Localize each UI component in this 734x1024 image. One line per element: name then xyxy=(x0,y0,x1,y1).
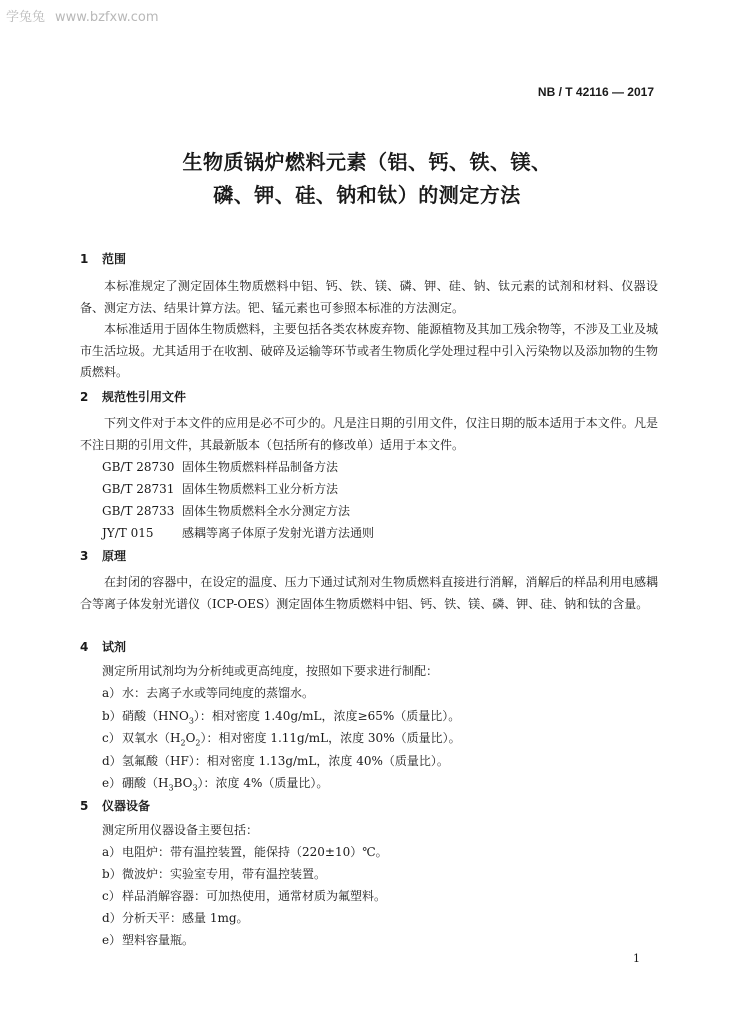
list-item: d）氢氟酸（HF）：相对密度 1.13g/mL，浓度 40%（质量比）。 xyxy=(102,754,449,768)
reference-item xyxy=(102,503,350,519)
page-title xyxy=(0,146,734,212)
section-number: 3 xyxy=(80,549,89,563)
list-item: a）水：去离子水或等同纯度的蒸馏水。 xyxy=(102,686,315,700)
reference-title: 固体生物质燃料样品制备方法 xyxy=(182,460,339,474)
section-5-heading xyxy=(80,797,150,814)
section-title: 原理 xyxy=(102,549,127,563)
section-4-intro: 测定所用试剂均为分析纯或更高纯度，按照如下要求进行制配： xyxy=(102,664,439,678)
section-number: 1 xyxy=(80,252,89,266)
section-number: 2 xyxy=(80,390,89,404)
reference-item xyxy=(102,525,374,541)
reference-item xyxy=(102,459,338,475)
section-2-heading xyxy=(80,388,186,405)
section-5-intro: 测定所用仪器设备主要包括： xyxy=(102,823,259,837)
reference-title: 固体生物质燃料全水分测定方法 xyxy=(182,504,351,518)
watermark xyxy=(6,6,169,25)
list-item: d）分析天平：感量 1mg。 xyxy=(102,911,249,925)
page-number: 1 xyxy=(633,952,640,965)
section-number: 5 xyxy=(80,799,89,813)
title-line-2: 磷、钾、硅、钠和钛）的测定方法 xyxy=(213,183,521,207)
section-title: 试剂 xyxy=(102,640,127,654)
section-1-paragraph-1: 本标准规定了测定固体生物质燃料中铝、钙、铁、镁、磷、钾、硅、钠、钛元素的试剂和材料、仪器设备、测定方法、结果计算方法。钯、锰元素也可参照本标准的方法测定。 xyxy=(80,279,658,315)
watermark-url: www.bzfxw.com xyxy=(55,10,159,25)
list-item: c）双氧水$(H_2O_2)$：相对密度 1.11g/mL，浓度 30%（质量比）。 xyxy=(102,731,461,748)
list-item: c）样品消解容器：可加热使用，通常材质为氟塑料。 xyxy=(102,889,387,903)
section-title: 规范性引用文件 xyxy=(102,390,187,404)
reference-code: GB/T 28730 xyxy=(102,460,175,474)
section-2-paragraph-1: 下列文件对于本文件的应用是必不可少的。凡是注日期的引用文件，仅注日期的版本适用于本文件。凡是不注日期的引用文件，其最新版本（包括所有的修改单）适用于本文件。 xyxy=(80,416,658,452)
section-1-paragraph-2: 本标准适用于固体生物质燃料，主要包括各类农林废弃物、能源植物及其加工残余物等，不涉及工业及城市生活垃圾。尤其适用于在收割、破碎及运输等环节或者生物质化学处理过程中引入污染物以及添加物的生物质燃料。 xyxy=(80,322,658,379)
section-4-heading xyxy=(80,638,126,655)
reference-code: GB/T 28733 xyxy=(102,504,175,518)
title-line-1: 生物质锅炉燃料元素（铝、钙、铁、镁、 xyxy=(182,150,552,174)
reference-item xyxy=(102,481,338,497)
reference-code: JY/T 015 xyxy=(102,526,154,540)
list-item: b）硝酸$(HNO_3)$：相对密度 1.40g/mL，浓度≥65%（质量比）。 xyxy=(102,709,461,726)
section-title: 仪器设备 xyxy=(102,799,151,813)
list-item: b）微波炉：实验室专用，带有温控装置。 xyxy=(102,867,327,881)
section-3-heading xyxy=(80,547,126,564)
reference-title: 感耦等离子体原子发射光谱方法通则 xyxy=(182,526,375,540)
watermark-site-name: 学兔兔 xyxy=(6,10,46,25)
reference-code: GB/T 28731 xyxy=(102,482,175,496)
section-1-heading xyxy=(80,250,126,267)
list-item: a）电阻炉：带有温控装置，能保持（220±10）℃。 xyxy=(102,845,388,859)
list-item: e）硼酸$(H_3BO_3)$：浓度 4%（质量比）。 xyxy=(102,776,329,793)
section-3-paragraph-1: 在封闭的容器中，在设定的温度、压力下通过试剂对生物质燃料直接进行消解，消解后的样品利用电感耦合等离子体发射光谱仪（ICP-OES）测定固体生物质燃料中铝、钙、铁、镁、磷、钾、硅、钠和钛的含量。 xyxy=(80,575,658,611)
section-title: 范围 xyxy=(102,252,127,266)
reference-title: 固体生物质燃料工业分析方法 xyxy=(182,482,339,496)
section-number: 4 xyxy=(80,640,89,654)
list-item: e）塑料容量瓶。 xyxy=(102,933,195,947)
standard-number: NB / T 42116 — 2017 xyxy=(537,85,654,99)
